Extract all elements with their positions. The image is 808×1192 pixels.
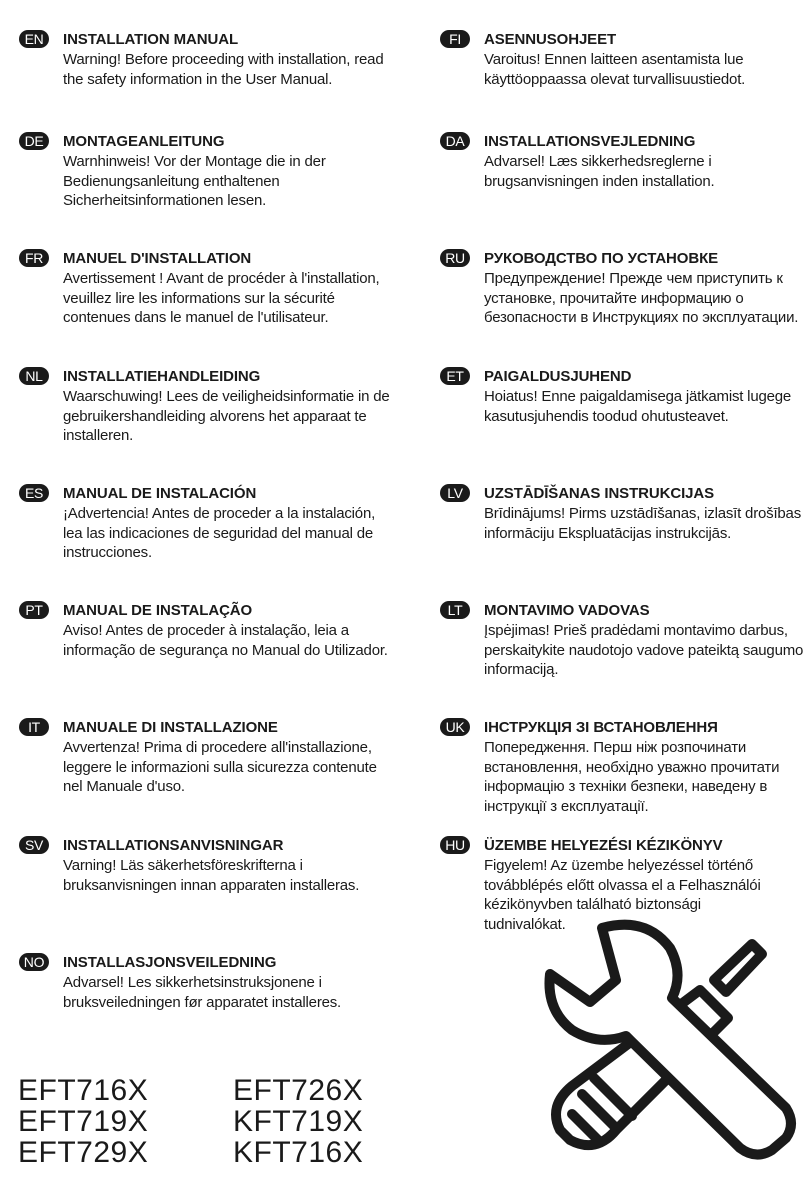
- section-title-et: PAIGALDUSJUHEND: [484, 368, 632, 385]
- section-title-de: MONTAGEANLEITUNG: [63, 133, 225, 150]
- language-badge-sv: SV: [19, 836, 49, 854]
- section-text-nl: Waarschuwing! Lees de veiligheidsinformatie in de gebruikershandleiding alvorens het apparaat te installeren.: [63, 388, 390, 444]
- language-badge-hu: HU: [440, 836, 470, 854]
- section-no: [23, 953, 393, 1012]
- section-title-pt: MANUAL DE INSTALAÇÃO: [63, 602, 253, 619]
- section-text-pt: Aviso! Antes de proceder à instalação, leia a informação de segurança no Manual do Utilizador.: [63, 622, 388, 659]
- model-number: EFT716X: [18, 1074, 149, 1107]
- section-ru: [445, 249, 806, 328]
- model-number: EFT726X: [233, 1074, 364, 1107]
- section-sv: [24, 836, 393, 895]
- language-badge-pt: PT: [19, 601, 49, 619]
- section-text-en: Warning! Before proceeding with installation, read the safety information in the User Manual.: [63, 51, 384, 88]
- section-de: [24, 132, 393, 211]
- section-text-fr: Avertissement ! Avant de procéder à l'installation, veuillez lire les informations sur la sécurité contenues dans le manuel de l'utilisateur.: [63, 270, 380, 326]
- model-number: KFT719X: [233, 1105, 364, 1138]
- section-text-ru: Предупреждение! Прежде чем приступить к установке, прочитайте информацию о безопасности в Инструкциях по эксплуатации.: [484, 270, 799, 326]
- section-title-lt: MONTAVIMO VADOVAS: [484, 602, 650, 619]
- language-badge-ru: RU: [440, 249, 470, 267]
- language-badge-fr: FR: [19, 249, 49, 267]
- language-badge-fi: FI: [440, 30, 470, 48]
- language-badge-lt: LT: [440, 601, 470, 619]
- section-text-uk: Попередження. Перш ніж розпочинати встановлення, необхідно уважно прочитати інформацію з техніки безпеки, наведену в інструкції з експлуатації.: [484, 739, 780, 815]
- section-da: [445, 132, 806, 191]
- section-lv: [447, 484, 806, 543]
- section-title-es: MANUAL DE INSTALACIÓN: [63, 485, 257, 502]
- section-en: [24, 30, 393, 89]
- section-nl: [25, 367, 393, 446]
- section-title-fr: MANUEL D'INSTALLATION: [63, 250, 252, 267]
- section-es: [24, 484, 393, 563]
- section-text-sv: Varning! Läs säkerhetsföreskrifterna i bruksanvisningen innan apparaten installeras.: [63, 857, 360, 894]
- section-title-uk: ІНСТРУКЦІЯ ЗІ ВСТАНОВЛЕННЯ: [484, 719, 718, 736]
- language-badge-et: ET: [440, 367, 470, 385]
- section-text-es: ¡Advertencia! Antes de proceder a la instalación, lea las indicaciones de seguridad del manual de instrucciones.: [63, 505, 376, 561]
- section-title-ru: РУКОВОДСТВО ПО УСТАНОВКЕ: [484, 250, 719, 267]
- section-title-no: INSTALLASJONSVEILEDNING: [63, 954, 277, 971]
- language-badge-uk: UK: [440, 718, 470, 736]
- section-title-da: INSTALLATIONSVEJLEDNING: [484, 133, 696, 150]
- section-fi: [449, 30, 806, 89]
- screwdriver-shaft: [714, 944, 762, 992]
- section-it: [28, 718, 393, 797]
- language-badge-nl: NL: [19, 367, 49, 385]
- language-badge-es: ES: [19, 484, 49, 502]
- model-number: KFT716X: [233, 1136, 364, 1169]
- section-title-fi: ASENNUSOHJEET: [484, 31, 617, 48]
- section-title-lv: UZSTĀDĪŠANAS INSTRUKCIJAS: [484, 485, 715, 502]
- section-title-hu: ÜZEMBE HELYEZÉSI KÉZIKÖNYV: [484, 837, 723, 854]
- section-text-da: Advarsel! Læs sikkerhedsreglerne i brugsanvisningen inden installation.: [484, 153, 715, 190]
- section-lt: [447, 601, 806, 680]
- language-badge-it: IT: [19, 718, 49, 736]
- section-title-nl: INSTALLATIEHANDLEIDING: [63, 368, 261, 385]
- section-text-lv: Brīdinājums! Pirms uzstādīšanas, izlasīt drošības informāciju Ekspluatācijas instrukcijās.: [484, 505, 801, 542]
- section-text-de: Warnhinweis! Vor der Montage die in der Bedienungsanleitung enthaltenen Sicherheitsinformationen lesen.: [63, 153, 326, 209]
- section-text-et: Hoiatus! Enne paigaldamisega jätkamist lugege kasutusjuhendis toodud ohutusteavet.: [484, 388, 792, 425]
- section-text-hu: Figyelem! Az üzembe helyezéssel történő továbblépés előtt olvassa el a Felhasználói kézikönyvben található biztonsági tudnivalókat.: [484, 857, 761, 933]
- section-fr: [24, 249, 393, 328]
- section-title-en: INSTALLATION MANUAL: [63, 31, 239, 48]
- language-badge-lv: LV: [440, 484, 470, 502]
- section-text-lt: Įspėjimas! Prieš pradėdami montavimo darbus, perskaitykite naudotojo vadove pateiktą saugumo informaciją.: [484, 622, 804, 678]
- section-pt: [25, 601, 393, 660]
- model-list-2: [233, 1075, 363, 1168]
- language-badge-en: EN: [19, 30, 49, 48]
- model-number: EFT729X: [18, 1136, 149, 1169]
- section-text-fi: Varoitus! Ennen laitteen asentamista lue käyttöoppaassa olevat turvallisuustiedot.: [484, 51, 746, 88]
- wrench-and-screwdriver-icon: [524, 918, 804, 1188]
- section-et: [446, 367, 806, 426]
- language-badge-da: DA: [440, 132, 470, 150]
- language-badge-de: DE: [19, 132, 49, 150]
- model-number: EFT719X: [18, 1105, 149, 1138]
- section-text-it: Avvertenza! Prima di procedere all'installazione, leggere le informazioni sulla sicurezza contenute nel Manuale d'uso.: [63, 739, 377, 795]
- language-badge-no: NO: [19, 953, 49, 971]
- section-title-sv: INSTALLATIONSANVISNINGAR: [63, 837, 284, 854]
- model-list-1: [18, 1075, 148, 1168]
- section-uk: [445, 718, 806, 816]
- section-title-it: MANUALE DI INSTALLAZIONE: [63, 719, 278, 736]
- section-text-no: Advarsel! Les sikkerhetsinstruksjonene i bruksveiledningen før apparatet installeres.: [63, 974, 342, 1011]
